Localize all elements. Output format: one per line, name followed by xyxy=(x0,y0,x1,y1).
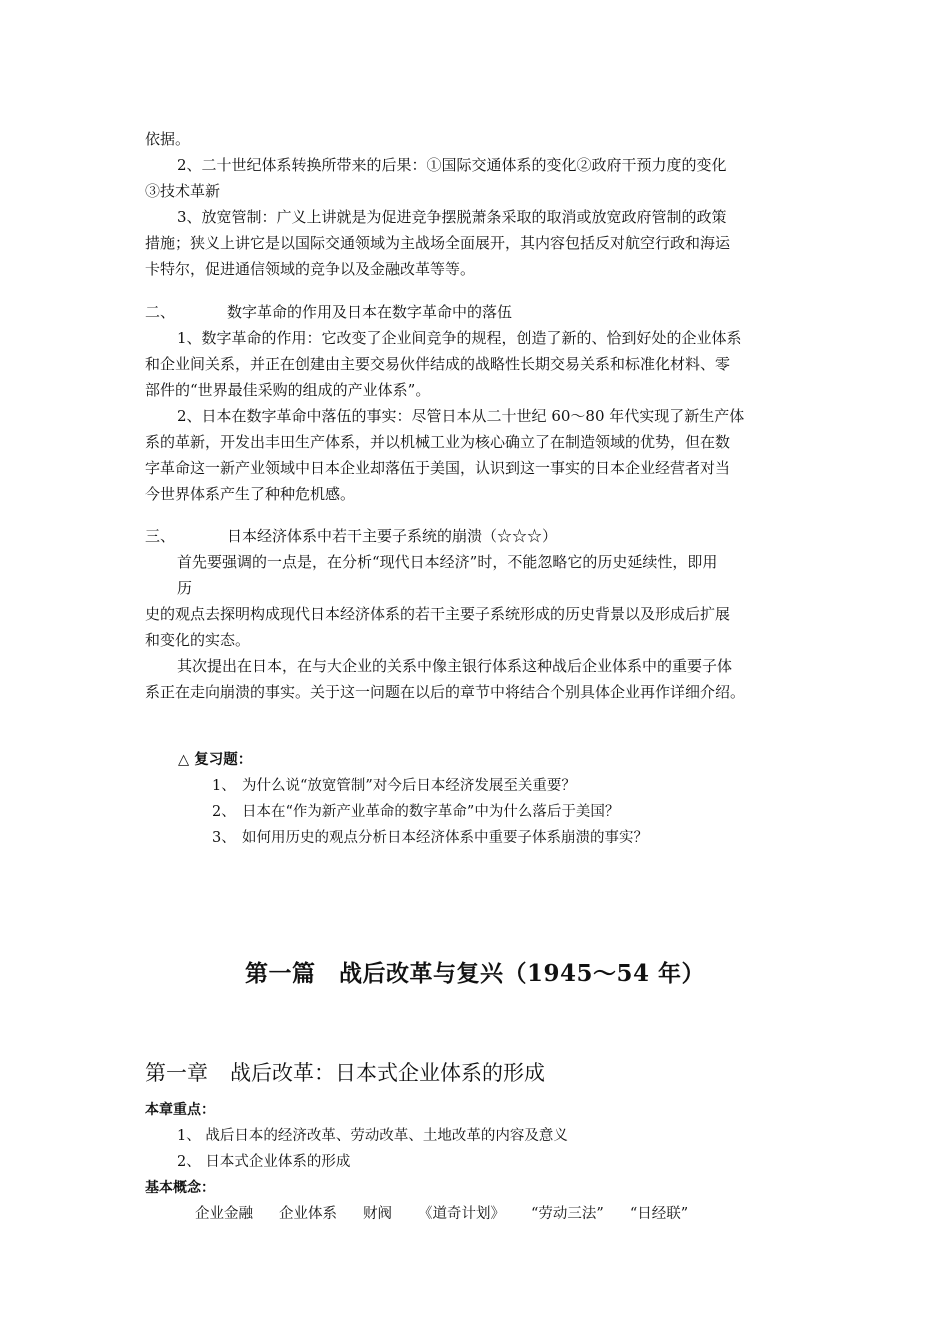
intro-line: 卡特尔，促进通信领域的竞争以及金融改革等等。 xyxy=(145,260,476,278)
section-2-heading xyxy=(145,299,810,325)
intro-line: 2、二十世纪体系转换所带来的后果：①国际交通体系的变化②政府干预力度的变化 xyxy=(177,156,727,174)
section-2-line: 系的革新，开发出丰田生产体系，并以机械工业为核心确立了在制造领域的优势，但在数 xyxy=(145,433,731,451)
review-question-text: 如何用历史的观点分析日本经济体系中重要子体系崩溃的事实？ xyxy=(242,830,648,846)
section-3-number: 三、 xyxy=(145,527,176,545)
section-2 xyxy=(145,299,810,507)
intro-line: 依据。 xyxy=(145,130,191,148)
review-question xyxy=(178,773,648,799)
section-2-title: 数字革命的作用及日本在数字革命中的落伍 xyxy=(227,303,513,321)
section-3-line: 历 xyxy=(177,579,193,597)
key-points-label: 本章重点： xyxy=(145,1102,215,1118)
chapter-title xyxy=(145,1057,545,1087)
review-question-number: 3、 xyxy=(212,830,236,846)
section-3 xyxy=(145,523,810,705)
section-3-line: 其次提出在日本，在与大企业的关系中像主银行体系这种战后企业体系中的重要子体 xyxy=(177,657,733,675)
concept-item: 《道奇计划》 xyxy=(418,1206,505,1222)
chapter-summary xyxy=(145,1097,810,1227)
intro-line: 3、放宽管制：广义上讲就是为促进竞争摆脱萧条采取的取消或放宽政府管制的政策 xyxy=(177,208,727,226)
part-title: 第一篇 战后改革与复兴（1945～54 年） xyxy=(244,960,706,987)
review-question xyxy=(178,799,648,825)
section-2-line: 今世界体系产生了种种危机感。 xyxy=(145,485,356,503)
concept-item: “日经联” xyxy=(629,1206,689,1222)
review-question-text: 日本在“作为新产业革命的数字革命”中为什么落后于美国？ xyxy=(242,804,620,820)
section-2-line: 部件的“世界最佳采购的组成的产业体系”。 xyxy=(145,381,431,399)
concepts-list xyxy=(145,1201,810,1227)
intro-block xyxy=(145,126,810,282)
concept-item: 财阀 xyxy=(363,1206,392,1222)
section-3-line: 系正在走向崩溃的事实。关于这一问题在以后的章节中将结合个别具体企业再作详细介绍。 xyxy=(145,683,746,701)
concept-item: 企业金融 xyxy=(195,1206,253,1222)
section-3-line: 和变化的实态。 xyxy=(145,631,251,649)
review-questions xyxy=(178,747,648,851)
section-3-heading xyxy=(145,523,810,549)
review-question xyxy=(178,825,648,851)
section-3-title: 日本经济体系中若干主要子系统的崩溃（☆☆☆） xyxy=(227,527,558,545)
section-2-number: 二、 xyxy=(145,303,176,321)
chapter-number: 第一章 xyxy=(145,1061,208,1085)
section-2-line: 字革命这一新产业领域中日本企业却落伍于美国，认识到这一事实的日本企业经营者对当 xyxy=(145,459,731,477)
review-question-text: 为什么说“放宽管制”对今后日本经济发展至关重要？ xyxy=(242,778,576,794)
concepts-label: 基本概念： xyxy=(145,1180,215,1196)
section-2-line: 2、日本在数字革命中落伍的事实：尽管日本从二十世纪 60～80 年代实现了新生产体 xyxy=(177,407,745,425)
section-3-line: 首先要强调的一点是，在分析“现代日本经济”时，不能忽略它的历史延续性，即用 xyxy=(177,553,718,571)
review-title: △ 复习题： xyxy=(178,751,253,768)
section-2-line: 和企业间关系，并正在创建由主要交易伙伴结成的战略性长期交易关系和标准化材料、零 xyxy=(145,355,731,373)
review-question-number: 2、 xyxy=(212,804,236,820)
review-question-number: 1、 xyxy=(212,778,236,794)
section-2-line: 1、数字革命的作用：它改变了企业间竞争的规程，创造了新的、恰到好处的企业体系 xyxy=(177,329,742,347)
key-point-item: 2、 日本式企业体系的形成 xyxy=(177,1154,351,1170)
section-3-line: 史的观点去探明构成现代日本经济体系的若干主要子系统形成的历史背景以及形成后扩展 xyxy=(145,605,731,623)
concept-item: “劳动三法” xyxy=(531,1206,604,1222)
intro-line: 措施；狭义上讲它是以国际交通领域为主战场全面展开，其内容包括反对航空行政和海运 xyxy=(145,234,731,252)
intro-line: ③技术革新 xyxy=(145,182,221,200)
key-point-item: 1、 战后日本的经济改革、劳动改革、土地改革的内容及意义 xyxy=(177,1128,568,1144)
chapter-name: 战后改革：日本式企业体系的形成 xyxy=(230,1061,545,1085)
concept-item: 企业体系 xyxy=(279,1206,337,1222)
